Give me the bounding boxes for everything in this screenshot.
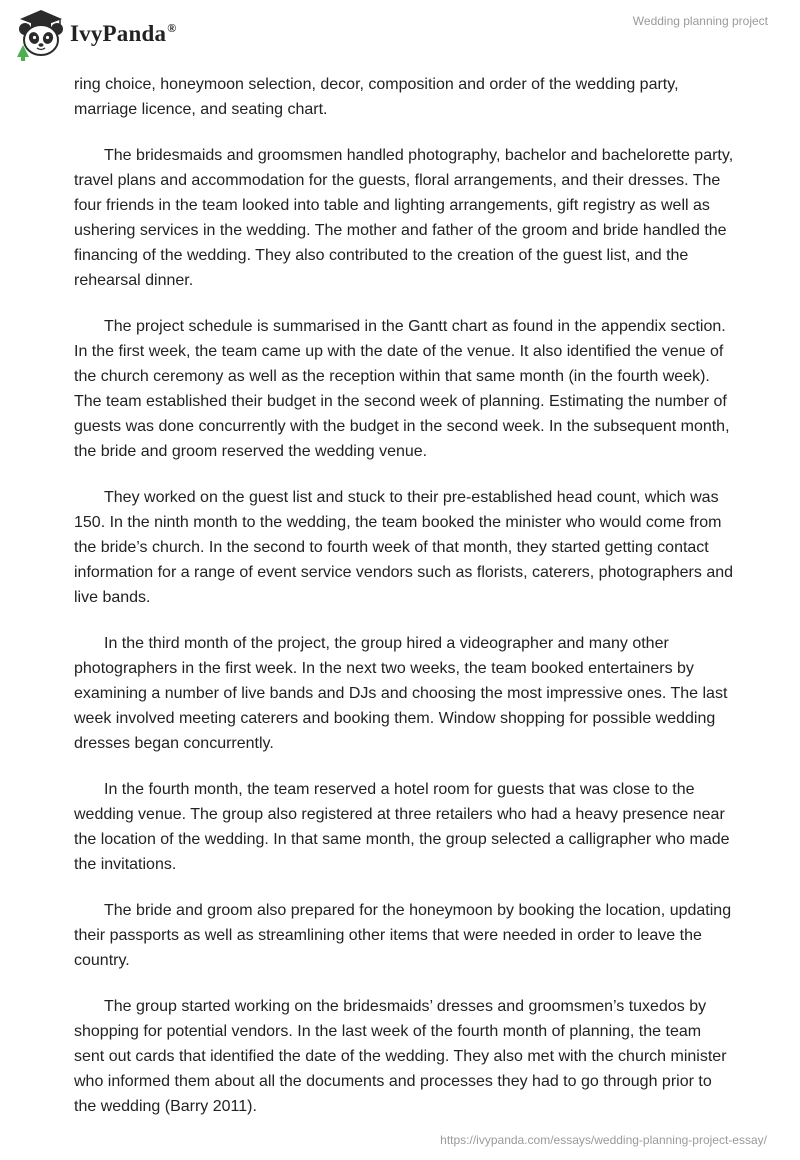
paragraph: In the fourth month, the team reserved a hotel room for guests that was close to the wedding venue. The group also registered at three retailers who had a heavy presence near the location of the wedding. In that same month, the group selected a calligrapher who made the invitations. [74, 781, 730, 873]
source-url-link[interactable]: https://ivypanda.com/essays/wedding-planning-project-essay/ [440, 1133, 767, 1147]
registered-mark: ® [167, 21, 177, 36]
logo[interactable] [14, 7, 176, 61]
panda-logo-icon [14, 7, 68, 61]
document-title: Wedding planning project [632, 14, 768, 28]
paragraph: ring choice, honeymoon selection, decor, composition and order of the wedding party, marriage licence, and seating chart. [74, 76, 679, 118]
paragraph: They worked on the guest list and stuck to their pre-established head count, which was 150. In the ninth month to the wedding, the team booked the minister who would come from the bride’s church. In the second to fourth week of that month, they started getting contact information for a range of event service vendors such as florists, caterers, photographers and live bands. [74, 489, 734, 606]
paragraph: The bride and groom also prepared for the honeymoon by booking the location, updating their passports as well as streamlining other items that were needed in order to leave the country. [74, 902, 732, 969]
essay-body [74, 72, 734, 1140]
paragraph: The bridesmaids and groomsmen handled photography, bachelor and bachelorette party, travel plans and accommodation for the guests, floral arrangements, and their dresses. The four friends in the team looked into table and lighting arrangements, gift registry as well as ushering services in the wedding. The mother and father of the groom and bride handled the financing of the wedding. They also contributed to the creation of the guest list, and the rehearsal dinner. [74, 147, 734, 289]
paragraph: In the third month of the project, the group hired a videographer and many other photographers in the first week. In the next two weeks, the team booked entertainers by examining a number of live bands and DJs and choosing the most impressive ones. The last week involved meeting caterers and booking them. Window shopping for possible wedding dresses began concurrently. [74, 635, 728, 752]
page-header [0, 0, 800, 70]
brand-name: IvyPanda® [70, 21, 177, 46]
paragraph: The group started working on the bridesmaids’ dresses and groomsmen’s tuxedos by shopping for potential vendors. In the last week of the fourth month of planning, the team sent out cards that identified the date of the wedding. They also met with the church minister who informed them about all the documents and processes they had to go through prior to the wedding (Barry 2011). [74, 998, 727, 1115]
paragraph: The project schedule is summarised in the Gantt chart as found in the appendix section. In the first week, the team came up with the date of the venue. It also identified the venue of the church ceremony as well as the reception within that same month (in the fourth week). The team established their budget in the second week of planning. Estimating the number of guests was done concurrently with the budget in the second week. In the subsequent month, the bride and groom reserved the wedding venue. [74, 318, 730, 460]
